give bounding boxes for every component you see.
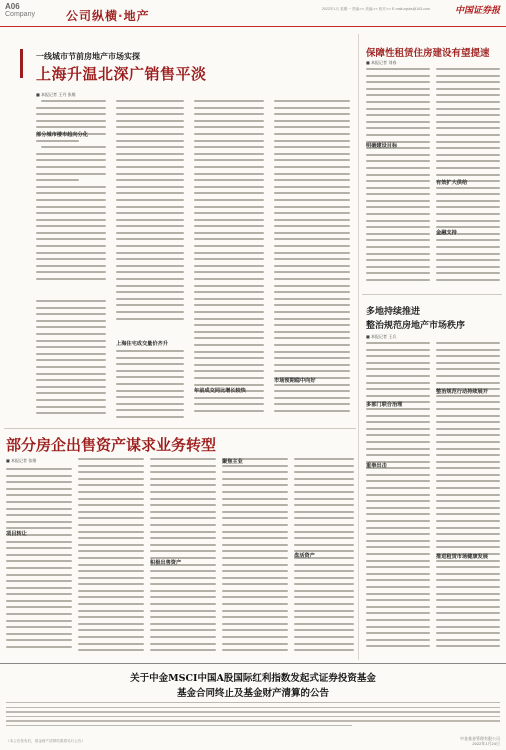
right-mid-headline-a: 多地持续推进	[366, 307, 421, 317]
lead-headline: 上海升温北深广销售平淡	[36, 65, 207, 83]
second-byline: ■ 本报记者 张维	[6, 458, 37, 463]
newspaper-logo: 中国证券报	[454, 6, 500, 16]
masthead-rule	[0, 26, 506, 27]
headline-accent-bar	[20, 49, 23, 78]
lead-col-1	[36, 100, 106, 292]
right-mid-subhead-3: 整治规范行动持续展开	[436, 389, 488, 395]
right-top-col-1	[366, 68, 430, 292]
lead-byline: ■ 本报记者 王丹 张维	[36, 92, 76, 97]
story-divider	[4, 428, 356, 429]
section-title	[66, 7, 150, 24]
announcement-title-1: 关于中金MSCI中国A股国际红利指数发起式证券投资基金	[130, 673, 376, 684]
section-title-b: 地产	[123, 9, 150, 23]
masthead	[0, 0, 506, 34]
lead-subhead-2: 上海住宅成交量价齐升	[116, 341, 168, 347]
announcement-note: （本公告发布后，基金财产清算结果将另行公告）	[6, 739, 86, 743]
page-code: A06	[5, 2, 20, 11]
second-subhead-4: 盘活资产	[294, 553, 315, 559]
lead-col-1b	[36, 300, 106, 424]
lead-subhead-1: 部分城市楼市趋向分化	[36, 132, 88, 138]
section-title-a: 公司纵横	[66, 9, 119, 23]
issuer-name: 中金基金管理有限公司	[460, 736, 500, 741]
right-top-subhead-1: 明确建设目标	[366, 143, 398, 149]
lead-col-3	[194, 100, 264, 426]
right-divider	[362, 294, 502, 295]
right-top-subhead-2: 有效扩大供给	[436, 180, 468, 186]
announcement-footer	[460, 736, 500, 746]
masthead-meta: 2022年1月 星期一 责编:×× 美编:×× 校对:×× E-mail:zqsbs@163.com	[321, 7, 430, 11]
right-mid-col-1	[366, 342, 430, 660]
second-col-4	[222, 458, 288, 660]
column-divider	[358, 34, 359, 660]
section-dot: ·	[118, 9, 124, 23]
announcement-body	[6, 702, 500, 726]
second-col-2	[78, 458, 144, 660]
lead-col-2	[116, 100, 184, 330]
right-mid-subhead-1: 多部门联合治理	[366, 402, 403, 408]
announcement-title-2: 基金合同终止及基金财产清算的公告	[176, 688, 329, 699]
lead-subhead-4: 市场预期稳中向好	[274, 378, 316, 384]
section-en: Company	[5, 11, 35, 18]
second-headline: 部分房企出售资产谋求业务转型	[6, 436, 217, 454]
announcement-date: 2022年1月24日	[472, 741, 500, 746]
second-subhead-2: 积极出售资产	[150, 560, 182, 566]
second-subhead-1: 项目转让	[6, 531, 27, 537]
right-mid-headline-b: 整治规范房地产市场秩序	[366, 321, 466, 331]
fund-announcement	[0, 664, 506, 750]
right-top-byline: ■ 本报记者 刘春	[366, 60, 397, 65]
right-mid-subhead-4: 推进租赁市场健康发展	[436, 554, 488, 560]
lead-subhead-3: 年前成交同比增长较快	[194, 388, 246, 394]
second-col-1	[6, 468, 72, 660]
right-top-subhead-3: 金融支持	[436, 230, 457, 236]
lead-kicker: 一线城市节前房地产市场实探	[36, 52, 140, 61]
second-col-5	[294, 458, 354, 660]
right-mid-subhead-2: 重拳出击	[366, 463, 387, 469]
lead-col-2b	[116, 350, 184, 426]
right-top-headline: 保障性租赁住房建设有望提速	[366, 48, 490, 59]
second-subhead-3: 聚焦主业	[222, 459, 243, 465]
right-mid-byline: ■ 本报记者 王兵	[366, 334, 397, 339]
